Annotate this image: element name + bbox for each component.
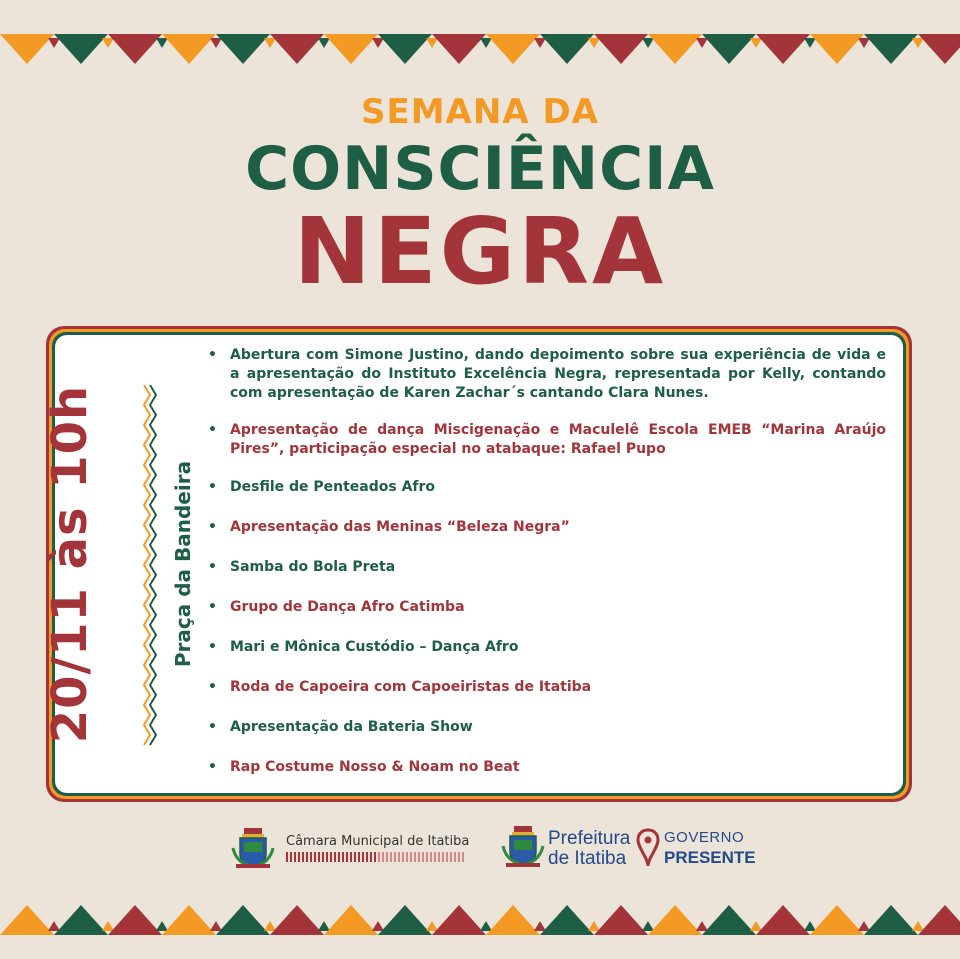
zigzag-ornament xyxy=(140,385,160,747)
prefeitura-line-1: Prefeitura xyxy=(548,828,631,849)
program-item: • Mari e Mônica Custódio – Dança Afro xyxy=(208,638,886,657)
crest-icon xyxy=(500,824,546,870)
governo-line-2: PRESENTE xyxy=(664,848,756,867)
program-item: • Roda de Capoeira com Capoeiristas de Itatiba xyxy=(208,678,886,697)
title-line-3: NEGRA xyxy=(293,198,667,305)
program-item: • Apresentação das Meninas “Beleza Negra” xyxy=(208,518,886,537)
program-item: • Grupo de Dança Afro Catimba xyxy=(208,598,886,617)
bottom-triangle-border xyxy=(0,899,960,939)
event-title xyxy=(0,92,960,305)
location-pin-icon xyxy=(636,828,660,868)
event-place: Praça da Bandeira xyxy=(171,460,195,668)
event-date-time: 20/11 às 10h xyxy=(42,384,98,744)
camara-name: Câmara Municipal de Itatiba xyxy=(286,834,470,849)
crest-icon xyxy=(230,826,276,870)
program-item: • Abertura com Simone Justino, dando depoimento sobre sua experiência de vida e a apresentação do Instituto Excelência Negra, representada por Kelly, contando com apresentação de Karen Zachar´s cantando Clara Nunes. xyxy=(208,346,886,403)
program-item: • Samba do Bola Preta xyxy=(208,558,886,577)
prefeitura-line-2: de Itatiba xyxy=(548,848,627,869)
prefeitura-name xyxy=(548,829,630,869)
program-item: • Desfile de Penteados Afro xyxy=(208,478,886,497)
governo-line-1: GOVERNO xyxy=(664,829,745,846)
program-list xyxy=(208,346,886,777)
top-triangle-border xyxy=(0,30,960,70)
program-item: • Apresentação de dança Miscigenação e Maculelê Escola EMEB “Marina Araújo Pires”, participação especial no atabaque: Rafael Pupo xyxy=(208,421,886,459)
title-line-2: CONSCIÊNCIA xyxy=(245,134,715,204)
title-line-1: SEMANA DA xyxy=(360,92,599,132)
program-item: • Apresentação da Bateria Show xyxy=(208,718,886,737)
program-item: • Rap Costume Nosso & Noam no Beat xyxy=(208,758,886,777)
camara-stripes xyxy=(286,852,464,862)
